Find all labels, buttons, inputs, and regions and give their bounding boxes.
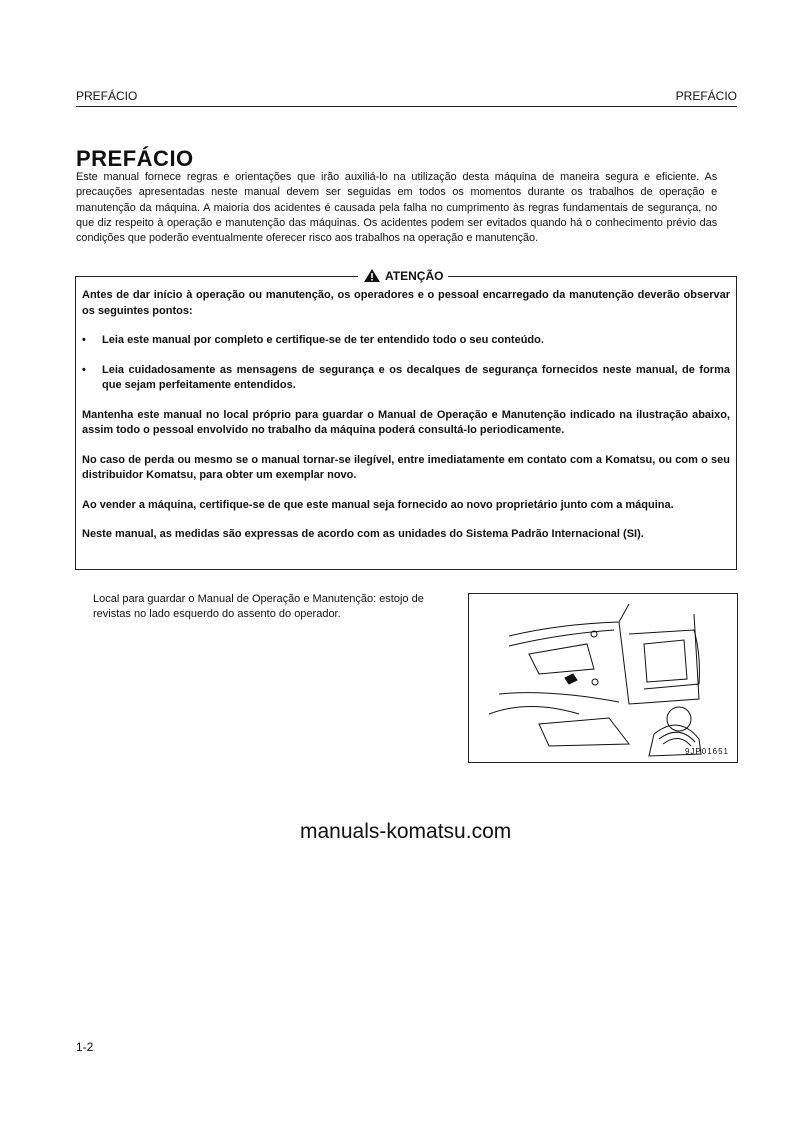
page-title: PREFÁCIO [76, 146, 194, 171]
header-right: PREFÁCIO [675, 89, 737, 103]
warning-paragraph: No caso de perda ou mesmo se o manual tornar-se ilegível, entre imediatamente em contato com a Komatsu, ou com o seu distribuidor Komatsu, para obter um exemplar novo. [82, 453, 730, 481]
header-left: PREFÁCIO [76, 89, 138, 103]
warning-box [75, 268, 737, 570]
figure-code: 9JP01651 [684, 747, 729, 756]
operator-seat-drawing [469, 594, 737, 762]
seat-illustration [468, 593, 738, 763]
intro-paragraph: Este manual fornece regras e orientações que irão auxiliá-lo na utilização desta máquina de maneira segura e eficiente. As precauções apresentadas neste manual devem ser seguidas em todos os momentos durante os trabalhos de operação e manutenção da máquina. A maioria dos acidentes é causada pela falha no cumprimento às regras fundamentais de segurança, no que diz respeito à operação e manutenção das máquinas. Os acidentes podem ser evitados quando há o conhecimento prévio das condições que poderão eventualmente oferecer risco aos trabalhos na operação e manutenção. [76, 171, 718, 245]
warning-bullet: • Leia cuidadosamente as mensagens de segurança e os decalques de segurança fornecidos neste manual, de forma que sejam perfeitamente entendidos. [82, 363, 730, 394]
warning-paragraph: Ao vender a máquina, certifique-se de que este manual seja fornecido ao novo proprietário junto com a máquina. [82, 498, 674, 511]
warning-triangle-icon [363, 268, 381, 283]
warning-label [358, 268, 448, 283]
warning-paragraph: Mantenha este manual no local próprio para guardar o Manual de Operação e Manutenção indicado na ilustração abaixo, assim todo o pessoal envolvido no trabalho da máquina poderá consultá-lo periodicamente. [82, 408, 730, 436]
header-divider [76, 106, 737, 107]
warning-label-text: ATENÇÃO [385, 268, 444, 283]
warning-lead: Antes de dar início à operação ou manutenção, os operadores e o pessoal encarregado da manutenção deverão observar os seguintes pontos: [82, 289, 730, 317]
page-number: 1-2 [76, 1040, 94, 1054]
watermark: manuals-komatsu.com [300, 820, 512, 843]
bullet-text: Leia este manual por completo e certifique-se de ter entendido todo o seu conteúdo. [102, 334, 544, 346]
bullet-text: Leia cuidadosamente as mensagens de segurança e os decalques de segurança fornecidos neste manual, de forma que sejam perfeitamente entendidos. [102, 363, 730, 391]
warning-paragraph: Neste manual, as medidas são expressas de acordo com as unidades do Sistema Padrão Internacional (SI). [82, 528, 644, 540]
figure-caption: Local para guardar o Manual de Operação e Manutenção: estojo de revistas no lado esquerdo do assento do operador. [93, 593, 424, 620]
warning-bullet: • Leia este manual por completo e certifique-se de ter entendido todo o seu conteúdo. [82, 333, 730, 349]
